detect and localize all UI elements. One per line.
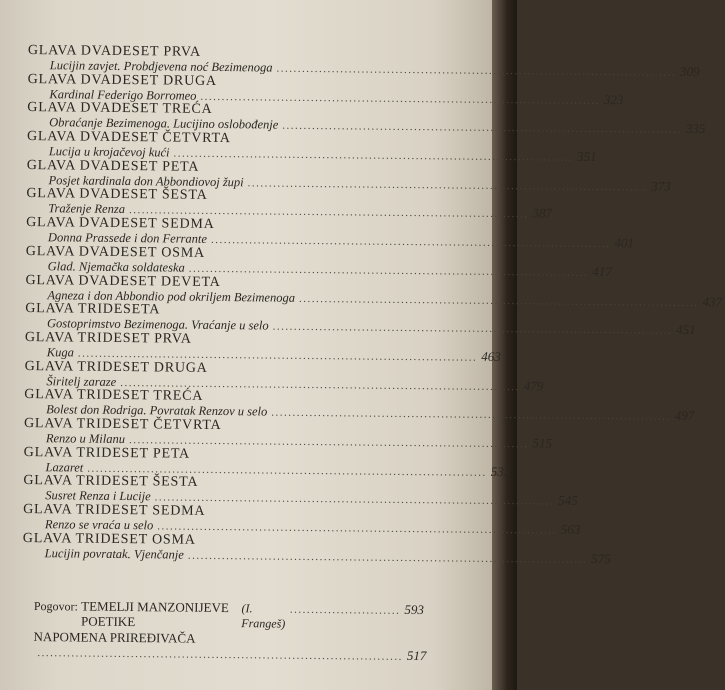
table-of-contents (22, 43, 723, 566)
leader-dots: .............................................................................................. (276, 62, 677, 79)
leader-dots: .............................................................................................. (247, 177, 648, 194)
chapter-subtitle: Lucija u krojačevoj kući (48, 144, 170, 160)
leader-dots: .............................................................................................. (282, 120, 682, 137)
leader-dots: .............................................................................................. (271, 406, 671, 424)
chapter-subtitle: Agneza i don Abbondio pod okriljem Bezimenoga (47, 287, 296, 305)
chapter-subtitle: Donna Prassede i don Ferrante (47, 230, 208, 247)
chapter-title: GLAVA TRIDESET PETA (23, 444, 191, 462)
back-matter (33, 598, 427, 665)
afterword-entry (34, 598, 424, 633)
leader-dots: .............................................................................................. (298, 292, 699, 309)
chapter-page: 575 (591, 550, 611, 566)
chapter-subtitle: Susret Renza i Lucije (45, 488, 151, 504)
chapter-title: GLAVA DVADESET DEVETA (25, 272, 221, 290)
chapter-title: GLAVA TRIDESET TREĆA (24, 387, 204, 405)
chapter-title: GLAVA TRIDESET PRVA (24, 329, 192, 347)
leader-dots: .............................................................................................. (77, 347, 478, 364)
leader-dots: .............................................................................................. (210, 234, 611, 251)
chapter-page: 387 (532, 205, 553, 221)
chapter-title: GLAVA TRIDESETA (25, 301, 161, 318)
leader-dots: ...................................................................................... (37, 647, 403, 663)
chapter-title: GLAVA DVADESET TREĆA (27, 100, 213, 118)
note-title: NAPOMENA PRIREĐIVAČA (33, 628, 196, 646)
chapter-page: 451 (676, 321, 696, 338)
chapter-title: GLAVA TRIDESET ČETVRTA (23, 415, 222, 433)
chapter-page: 515 (532, 435, 553, 451)
chapter-page: 545 (558, 492, 578, 509)
leader-dots: .............................................................................................. (87, 462, 487, 479)
chapter-page: 497 (674, 408, 695, 424)
chapter-subtitle: Gostoprimstvo Bezimenoga. Vraćanje u selo (47, 316, 269, 333)
chapter-subtitle: Lucijin povratak. Vjenčanje (44, 545, 184, 562)
chapter-title: GLAVA DVADESET OSMA (25, 243, 205, 261)
leader-dots: .......................... (289, 603, 401, 617)
chapter-page: 533 (490, 463, 511, 479)
leader-dots: .............................................................................................. (120, 376, 520, 393)
leader-dots: .............................................................................................. (200, 90, 600, 107)
chapter-title: GLAVA TRIDESET ŠESTA (23, 473, 199, 491)
chapter-page: 401 (614, 235, 635, 251)
chapter-page: 437 (702, 293, 723, 309)
chapter-subtitle: Traženje Renza (48, 201, 126, 217)
chapter-title: GLAVA TRIDESET SEDMA (23, 501, 206, 519)
note-page: 517 (406, 647, 427, 664)
afterword-author: (I. Frangeš) (241, 601, 286, 631)
chapter-title: GLAVA DVADESET ČETVRTA (26, 129, 231, 147)
chapter-title: GLAVA TRIDESET OSMA (22, 530, 196, 548)
leader-dots: .............................................................................................. (157, 520, 557, 537)
leader-dots: .............................................................................................. (188, 262, 589, 279)
afterword-prefix: Pogovor: (33, 598, 79, 614)
chapter-subtitle: Kuga (46, 345, 74, 360)
chapter-page: 479 (523, 377, 544, 393)
leader-dots: .............................................................................................. (272, 320, 673, 337)
chapter-page: 417 (592, 263, 612, 279)
chapter-subtitle: Renzo se vraća u selo (44, 517, 154, 533)
chapter-page: 463 (481, 348, 501, 364)
toc-entry (22, 530, 611, 566)
chapter-page: 323 (603, 91, 624, 107)
leader-dots: .............................................................................................. (154, 491, 555, 508)
chapter-title: GLAVA DVADESET SEDMA (26, 215, 215, 233)
chapter-subtitle: Lazaret (45, 459, 84, 475)
chapter-page: 335 (685, 121, 706, 137)
chapter-subtitle: Obraćanje Bezimenoga. Lucijino oslobođenje (49, 115, 279, 133)
chapter-subtitle: Renzo u Milanu (45, 431, 126, 446)
leader-dots: .............................................................................................. (187, 549, 588, 566)
chapter-page: 351 (576, 148, 597, 165)
afterword-page: 593 (404, 601, 424, 618)
chapter-title: GLAVA DVADESET PRVA (27, 43, 202, 60)
afterword-title: TEMELJI MANZONIJEVE POETIKE (80, 598, 229, 630)
leader-dots: .............................................................................................. (173, 147, 574, 164)
leader-dots: .............................................................................................. (128, 434, 529, 451)
chapter-subtitle: Posjet kardinala don Abbondiovoj župi (48, 172, 244, 190)
leader-dots: .............................................................................................. (128, 204, 529, 221)
chapter-subtitle: Bolest don Rodriga. Povratak Renzov u selo (46, 402, 268, 419)
chapter-title: GLAVA DVADESET DRUGA (27, 71, 217, 89)
chapter-title: GLAVA DVADESET ŠESTA (26, 186, 208, 204)
chapter-subtitle: Glad. Njemačka soldateska (47, 259, 185, 275)
chapter-subtitle: Širitelj zaraze (46, 373, 117, 389)
chapter-page: 309 (679, 63, 700, 80)
chapter-page: 373 (651, 178, 671, 194)
chapter-subtitle: Lucijin zavjet. Probdjevena noć Bezimenoga (49, 58, 273, 75)
chapter-title: GLAVA DVADESET PETA (26, 157, 200, 175)
chapter-subtitle: Kardinal Federigo Borromeo (49, 86, 197, 103)
chapter-page: 563 (560, 521, 581, 537)
chapter-title: GLAVA TRIDESET DRUGA (24, 358, 208, 376)
